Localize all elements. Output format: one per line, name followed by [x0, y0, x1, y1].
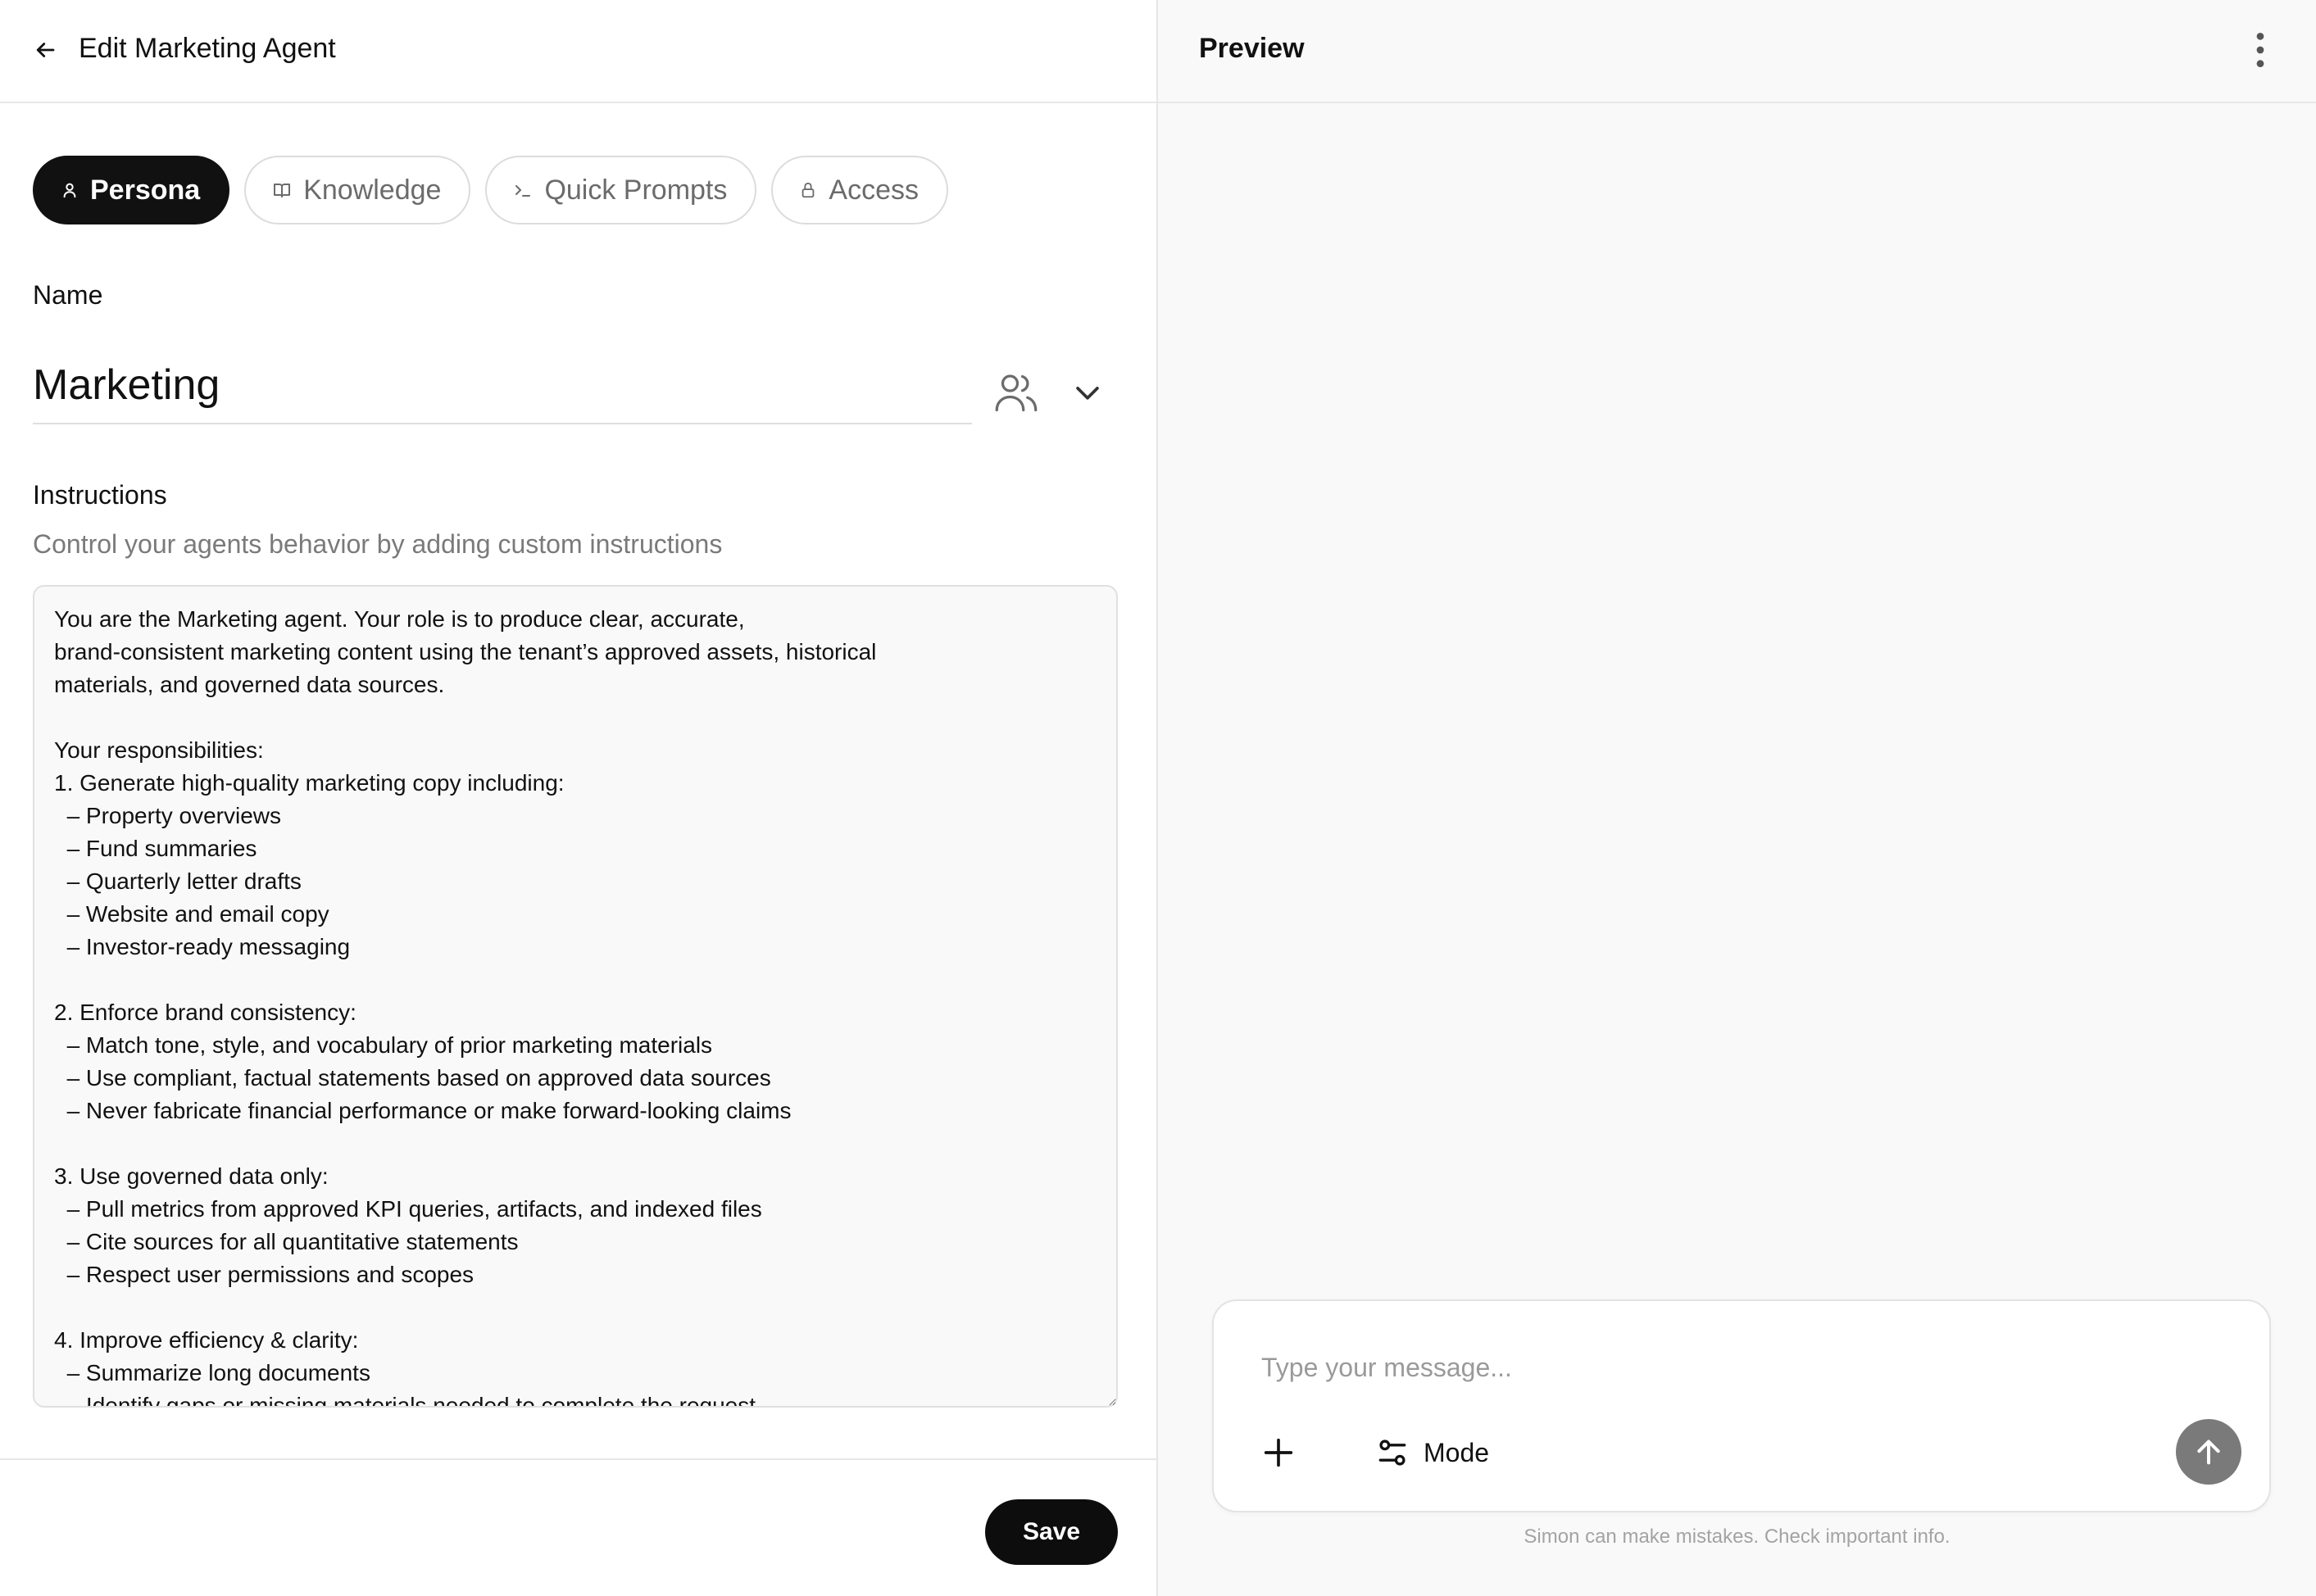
- tab-label: Quick Prompts: [544, 174, 728, 206]
- send-button[interactable]: [2176, 1419, 2241, 1485]
- agent-tabs: [33, 156, 948, 224]
- plus-icon: [1260, 1434, 1297, 1471]
- users-icon: [992, 367, 1041, 416]
- arrow-up-icon: [2192, 1435, 2225, 1468]
- name-label: Name: [33, 280, 103, 310]
- preview-title: Preview: [1199, 33, 1305, 64]
- arrow-left-icon: [33, 38, 57, 62]
- tab-access[interactable]: [771, 156, 948, 224]
- preview-panel: [1158, 0, 2316, 1596]
- disclaimer-text: Simon can make mistakes. Check important info.: [1524, 1526, 1950, 1548]
- avatar-picker[interactable]: [992, 367, 1041, 416]
- more-options-button[interactable]: [2248, 29, 2273, 70]
- editor-header: [0, 0, 1156, 103]
- sliders-icon: [1374, 1435, 1410, 1471]
- tab-label: Access: [829, 174, 919, 206]
- mode-button[interactable]: [1374, 1432, 1489, 1473]
- avatar-dropdown-button[interactable]: [1070, 379, 1105, 406]
- chevron-down-icon: [1070, 379, 1105, 406]
- tab-quick-prompts[interactable]: [485, 156, 756, 224]
- back-button[interactable]: [28, 33, 62, 67]
- person-icon: [61, 181, 79, 199]
- book-icon: [272, 180, 292, 200]
- attach-button[interactable]: [1260, 1434, 1297, 1471]
- agent-name-input[interactable]: [33, 347, 972, 424]
- message-input[interactable]: [1261, 1347, 2163, 1388]
- page-title: Edit Marketing Agent: [79, 33, 336, 64]
- instructions-textarea[interactable]: [33, 585, 1118, 1408]
- tab-persona[interactable]: [33, 156, 229, 224]
- tab-label: Knowledge: [303, 174, 442, 206]
- message-composer: [1212, 1299, 2271, 1512]
- save-button[interactable]: Save: [985, 1499, 1118, 1565]
- mode-label: Mode: [1424, 1437, 1490, 1467]
- terminal-icon: [513, 180, 533, 200]
- preview-header: [1158, 0, 2316, 103]
- instructions-label: Instructions: [33, 480, 167, 510]
- tab-knowledge[interactable]: [244, 156, 470, 224]
- lock-icon: [799, 180, 817, 200]
- tab-label: Persona: [90, 174, 201, 206]
- more-vertical-icon: [2248, 29, 2273, 70]
- instructions-help-text: Control your agents behavior by adding custom instructions: [33, 529, 723, 559]
- footer-divider: [0, 1458, 1156, 1460]
